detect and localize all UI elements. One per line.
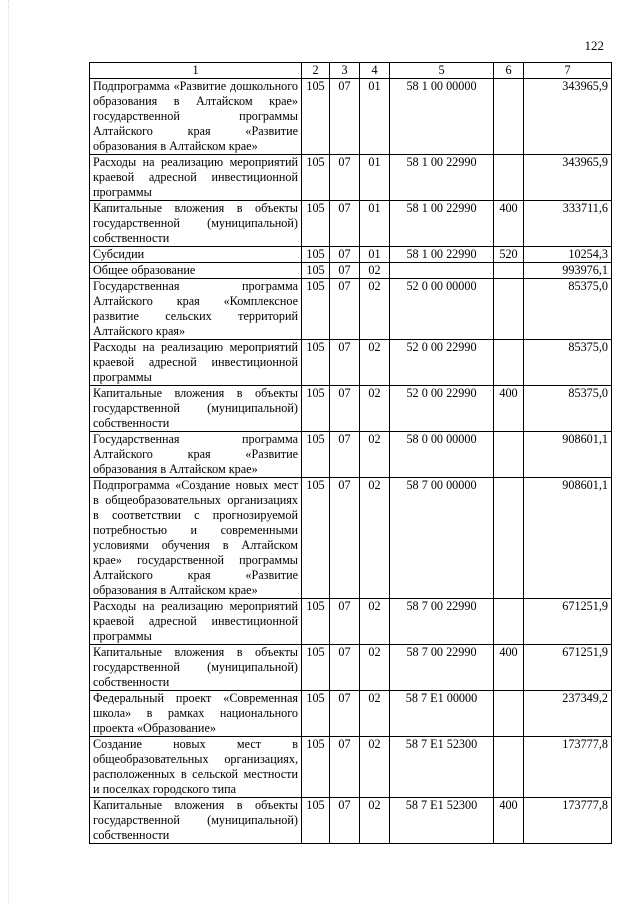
cell-admin-code: 105	[302, 247, 330, 263]
cell-expense-type	[494, 478, 524, 599]
table-row	[90, 737, 612, 798]
cell-subsection: 01	[360, 79, 390, 155]
table-row	[90, 263, 612, 279]
cell-name: Капитальные вложения в объекты государственной (муниципальной) собственности	[90, 386, 302, 432]
cell-name: Общее образование	[90, 263, 302, 279]
cell-amount: 333711,6	[524, 201, 612, 247]
header-col-1: 1	[90, 63, 302, 79]
cell-section: 07	[330, 340, 360, 386]
cell-section: 07	[330, 737, 360, 798]
cell-admin-code: 105	[302, 798, 330, 844]
table-row	[90, 798, 612, 844]
cell-target-article: 58 1 00 22990	[390, 201, 494, 247]
cell-amount: 85375,0	[524, 279, 612, 340]
cell-section: 07	[330, 263, 360, 279]
cell-admin-code: 105	[302, 645, 330, 691]
cell-name: Подпрограмма «Развитие дошкольного образования в Алтайском крае» государственной программы Алтайского края «Развитие образования в Алтайском крае»	[90, 79, 302, 155]
cell-name: Субсидии	[90, 247, 302, 263]
cell-name: Подпрограмма «Создание новых мест в общеобразовательных организациях в соответствии с прогнозируемой потребностью и современными условиями обучения в Алтайском крае» государственной программы Алтайского края «Развитие образования в Алтайском крае»	[90, 478, 302, 599]
cell-section: 07	[330, 691, 360, 737]
cell-amount: 237349,2	[524, 691, 612, 737]
cell-name: Государственная программа Алтайского края «Комплексное развитие сельских территорий Алтайского края»	[90, 279, 302, 340]
cell-admin-code: 105	[302, 478, 330, 599]
cell-target-article: 58 7 00 22990	[390, 645, 494, 691]
cell-amount: 671251,9	[524, 599, 612, 645]
cell-section: 07	[330, 599, 360, 645]
cell-expense-type: 400	[494, 386, 524, 432]
cell-target-article: 52 0 00 22990	[390, 386, 494, 432]
cell-expense-type	[494, 79, 524, 155]
header-col-3: 3	[330, 63, 360, 79]
cell-name: Капитальные вложения в объекты государственной (муниципальной) собственности	[90, 798, 302, 844]
table-row	[90, 386, 612, 432]
cell-subsection: 02	[360, 798, 390, 844]
cell-subsection: 01	[360, 247, 390, 263]
table-row	[90, 478, 612, 599]
budget-table	[89, 62, 612, 844]
cell-section: 07	[330, 155, 360, 201]
table-row	[90, 599, 612, 645]
cell-section: 07	[330, 432, 360, 478]
cell-amount: 993976,1	[524, 263, 612, 279]
cell-section: 07	[330, 645, 360, 691]
cell-subsection: 01	[360, 155, 390, 201]
table-row	[90, 279, 612, 340]
cell-target-article: 58 7 00 22990	[390, 599, 494, 645]
cell-subsection: 02	[360, 599, 390, 645]
cell-name: Расходы на реализацию мероприятий краевой адресной инвестиционной программы	[90, 599, 302, 645]
cell-amount: 908601,1	[524, 478, 612, 599]
cell-section: 07	[330, 798, 360, 844]
cell-admin-code: 105	[302, 340, 330, 386]
cell-expense-type	[494, 279, 524, 340]
cell-expense-type	[494, 340, 524, 386]
cell-amount: 908601,1	[524, 432, 612, 478]
cell-admin-code: 105	[302, 279, 330, 340]
cell-subsection: 02	[360, 432, 390, 478]
cell-expense-type: 520	[494, 247, 524, 263]
cell-amount: 671251,9	[524, 645, 612, 691]
cell-amount: 85375,0	[524, 386, 612, 432]
table-body	[90, 79, 612, 844]
cell-target-article: 58 7 E1 52300	[390, 737, 494, 798]
cell-target-article: 58 7 E1 00000	[390, 691, 494, 737]
cell-target-article: 58 0 00 00000	[390, 432, 494, 478]
cell-expense-type	[494, 691, 524, 737]
table-row	[90, 645, 612, 691]
cell-admin-code: 105	[302, 599, 330, 645]
table-row	[90, 79, 612, 155]
table-row	[90, 340, 612, 386]
table-header	[90, 63, 612, 79]
cell-target-article: 52 0 00 22990	[390, 340, 494, 386]
cell-target-article: 58 1 00 22990	[390, 247, 494, 263]
cell-subsection: 02	[360, 279, 390, 340]
cell-admin-code: 105	[302, 263, 330, 279]
header-col-4: 4	[360, 63, 390, 79]
cell-target-article: 58 1 00 00000	[390, 79, 494, 155]
cell-subsection: 02	[360, 340, 390, 386]
cell-amount: 85375,0	[524, 340, 612, 386]
cell-section: 07	[330, 247, 360, 263]
cell-target-article: 52 0 00 00000	[390, 279, 494, 340]
cell-target-article: 58 7 E1 52300	[390, 798, 494, 844]
table-row	[90, 201, 612, 247]
table-row	[90, 432, 612, 478]
cell-expense-type	[494, 155, 524, 201]
cell-section: 07	[330, 201, 360, 247]
cell-expense-type: 400	[494, 645, 524, 691]
table-row	[90, 155, 612, 201]
cell-subsection: 02	[360, 737, 390, 798]
cell-section: 07	[330, 79, 360, 155]
cell-expense-type	[494, 432, 524, 478]
cell-expense-type: 400	[494, 798, 524, 844]
cell-section: 07	[330, 386, 360, 432]
cell-admin-code: 105	[302, 155, 330, 201]
cell-target-article: 58 1 00 22990	[390, 155, 494, 201]
cell-name: Государственная программа Алтайского края «Развитие образования в Алтайском крае»	[90, 432, 302, 478]
page-number: 122	[584, 38, 604, 53]
cell-admin-code: 105	[302, 737, 330, 798]
table-row	[90, 247, 612, 263]
cell-expense-type	[494, 737, 524, 798]
cell-admin-code: 105	[302, 79, 330, 155]
cell-name: Создание новых мест в общеобразовательных организациях, расположенных в сельской местности и поселках городского типа	[90, 737, 302, 798]
cell-admin-code: 105	[302, 432, 330, 478]
header-col-5: 5	[390, 63, 494, 79]
cell-name: Федеральный проект «Современная школа» в рамках национального проекта «Образование»	[90, 691, 302, 737]
header-col-6: 6	[494, 63, 524, 79]
cell-amount: 343965,9	[524, 79, 612, 155]
cell-admin-code: 105	[302, 201, 330, 247]
cell-subsection: 02	[360, 386, 390, 432]
cell-section: 07	[330, 279, 360, 340]
scan-edge	[8, 0, 9, 904]
table-row	[90, 691, 612, 737]
cell-admin-code: 105	[302, 386, 330, 432]
cell-target-article	[390, 263, 494, 279]
cell-expense-type: 400	[494, 201, 524, 247]
cell-name: Капитальные вложения в объекты государственной (муниципальной) собственности	[90, 645, 302, 691]
header-col-2: 2	[302, 63, 330, 79]
cell-amount: 10254,3	[524, 247, 612, 263]
cell-subsection: 02	[360, 263, 390, 279]
cell-target-article: 58 7 00 00000	[390, 478, 494, 599]
cell-name: Расходы на реализацию мероприятий краевой адресной инвестиционной программы	[90, 340, 302, 386]
header-col-7: 7	[524, 63, 612, 79]
cell-amount: 343965,9	[524, 155, 612, 201]
cell-admin-code: 105	[302, 691, 330, 737]
cell-section: 07	[330, 478, 360, 599]
header-row	[90, 63, 612, 79]
cell-subsection: 02	[360, 691, 390, 737]
cell-expense-type	[494, 599, 524, 645]
cell-subsection: 02	[360, 478, 390, 599]
cell-name: Расходы на реализацию мероприятий краевой адресной инвестиционной программы	[90, 155, 302, 201]
cell-name: Капитальные вложения в объекты государственной (муниципальной) собственности	[90, 201, 302, 247]
cell-subsection: 01	[360, 201, 390, 247]
cell-amount: 173777,8	[524, 798, 612, 844]
cell-subsection: 02	[360, 645, 390, 691]
cell-amount: 173777,8	[524, 737, 612, 798]
cell-expense-type	[494, 263, 524, 279]
